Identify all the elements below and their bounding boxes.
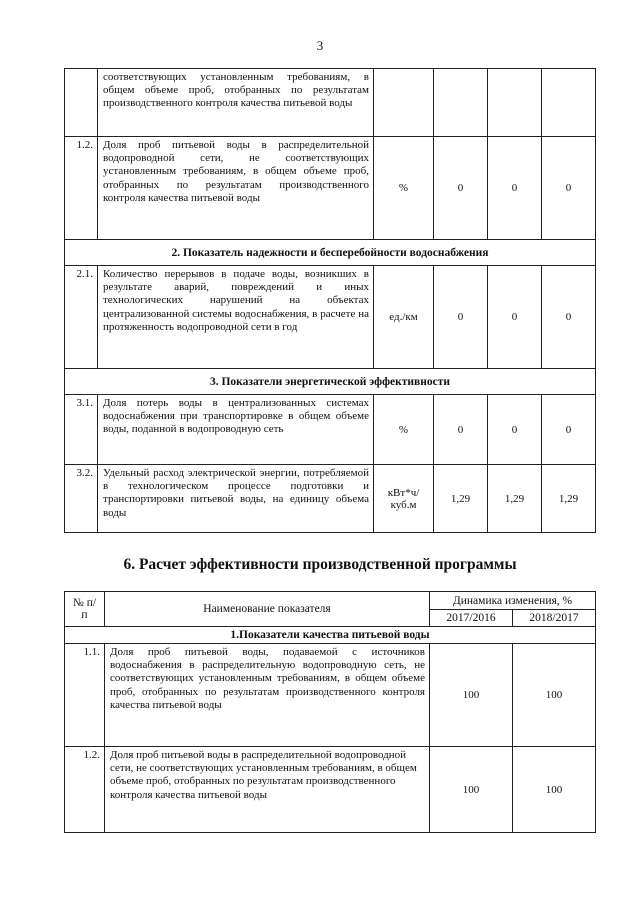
indicator-name: Доля проб питьевой воды в распределительной водопроводной сети, не соответствующих установленным требованиям, в общем объеме проб, отобранных по результатам производственного контроля качества питьевой воды — [105, 747, 430, 833]
value-cell: 0 — [434, 137, 488, 240]
value-cell: 0 — [488, 266, 542, 369]
value-cell — [542, 69, 596, 137]
row-number: 3.1. — [65, 395, 98, 465]
value-cell: 100 — [430, 747, 513, 833]
section-heading: 6. Расчет эффективности производственной программы — [123, 556, 517, 573]
section-title: 3. Показатели энергетической эффективности — [65, 369, 596, 395]
value-cell: 100 — [513, 747, 596, 833]
value-cell: 0 — [488, 137, 542, 240]
value-cell: 100 — [513, 644, 596, 747]
value-cell: 1,29 — [434, 465, 488, 533]
unit-cell: % — [374, 137, 434, 240]
indicator-name: Доля проб питьевой воды в распределительной водопроводной сети, не соответствующих установленным требованиям, в общем объеме проб, отобранных по результатам производственного контроля качества питьевой воды — [98, 137, 374, 240]
table-row — [65, 465, 596, 533]
row-number: 1.2. — [65, 747, 105, 833]
table-row — [65, 747, 596, 833]
table-row — [65, 644, 596, 747]
table-row — [65, 137, 596, 240]
row-number: 1.2. — [65, 137, 98, 240]
value-cell: 0 — [488, 395, 542, 465]
table-row — [65, 395, 596, 465]
value-cell — [488, 69, 542, 137]
header-name: Наименование показателя — [105, 592, 430, 627]
section-title: 1.Показатели качества питьевой воды — [65, 627, 596, 644]
value-cell: 0 — [434, 266, 488, 369]
section-row — [65, 240, 596, 266]
row-number: 1.1. — [65, 644, 105, 747]
value-cell: 0 — [542, 266, 596, 369]
table-row — [65, 266, 596, 369]
header-row — [65, 592, 596, 610]
section-row — [65, 369, 596, 395]
indicator-name: Доля потерь воды в централизованных системах водоснабжения при транспортировке в общем объеме воды, поданной в водопроводную сеть — [98, 395, 374, 465]
section-title: 2. Показатель надежности и бесперебойности водоснабжения — [65, 240, 596, 266]
header-period: 2017/2016 — [430, 610, 513, 627]
indicator-name: Удельный расход электрической энергии, потребляемой в технологическом процессе подготовки и транспортировки питьевой воды, на единицу объема воды — [98, 465, 374, 533]
row-number — [65, 69, 98, 137]
indicator-name: соответствующих установленным требованиям, в общем объеме проб, отобранных по результатам производственного контроля качества питьевой воды — [98, 69, 374, 137]
section-row — [65, 627, 596, 644]
unit-cell — [374, 69, 434, 137]
header-number: № п/п — [65, 592, 105, 627]
efficiency-table — [64, 591, 596, 833]
value-cell: 1,29 — [488, 465, 542, 533]
value-cell: 0 — [542, 395, 596, 465]
value-cell — [434, 69, 488, 137]
row-number: 3.2. — [65, 465, 98, 533]
table-row — [65, 69, 596, 137]
row-number: 2.1. — [65, 266, 98, 369]
indicators-table — [64, 68, 596, 533]
page-number: 3 — [316, 38, 324, 53]
header-period: 2018/2017 — [513, 610, 596, 627]
value-cell: 100 — [430, 644, 513, 747]
indicator-name: Количество перерывов в подаче воды, возникших в результате аварий, повреждений и иных технологических нарушений на объектах централизованной системы водоснабжения, в расчете на протяженность водопроводной сети в год — [98, 266, 374, 369]
value-cell: 0 — [542, 137, 596, 240]
header-dynamics: Динамика изменения, % — [430, 592, 596, 610]
value-cell: 1,29 — [542, 465, 596, 533]
unit-cell: кВт*ч/ куб.м — [374, 465, 434, 533]
indicator-name: Доля проб питьевой воды, подаваемой с источников водоснабжения в распределительную водопроводную сеть, не соответствующих установленным требованиям, в общем объеме проб, отобранных по результатам производственного контроля качества питьевой воды — [105, 644, 430, 747]
unit-cell: ед./км — [374, 266, 434, 369]
unit-cell: % — [374, 395, 434, 465]
value-cell: 0 — [434, 395, 488, 465]
